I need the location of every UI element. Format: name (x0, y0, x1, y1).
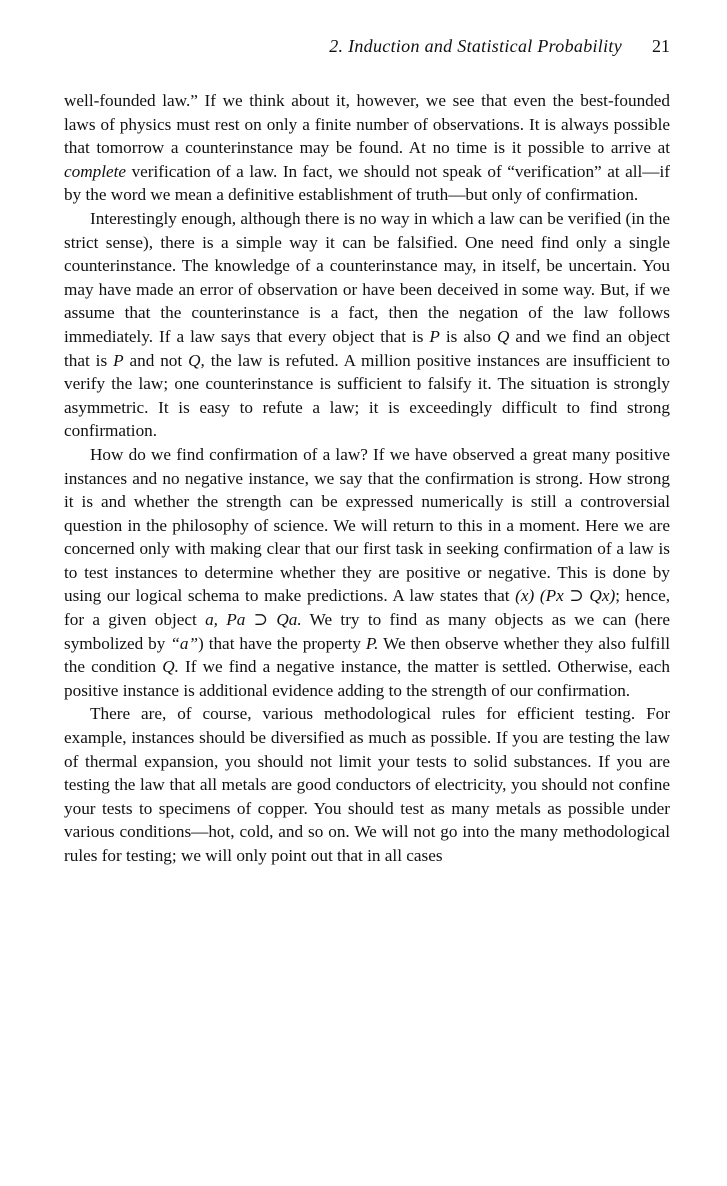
text-segment-italic: P (429, 326, 440, 346)
text-segment: ) that have the property (198, 633, 366, 653)
text-segment: If we find a negative instance, the matter is settled. Otherwise, each positive instance is additional evidence adding to the strength of our confirmation. (64, 657, 671, 700)
text-segment-italic: Q (496, 326, 510, 346)
text-segment-italic: (x) (Px ⊃ Qx) (515, 586, 616, 606)
text-segment-italic: P (113, 350, 124, 370)
book-page (64, 36, 670, 868)
text-segment: There are, of course, various methodological rules for efficient testing. For example, instances should be diversified as much as possible. If you are testing the law of thermal expansion, you should not limit your tests to solid substances. If you are testing the law that all metals are good conductors of electricity, you should not confine your tests to specimens of copper. You should test as many metals as possible under various conditions—hot, cold, and so on. We will not go into the many methodological rules for testing; we will only point out that in all cases (64, 704, 670, 865)
text-segment: and we find an object that is (64, 326, 670, 370)
text-segment: Interestingly enough, although there is no way in which a law can be verified (in the strict sense), there is a simple way it can be falsified. One need find only a single counterinstance. The knowledge of a counterinstance may, in itself, be uncertain. You may have made an error of observation or have been deceived in some way. But, if we assume that the counterinstance is a fact, then the negation of the law follows immediately. If a law says that every object that is (64, 208, 670, 346)
paragraph-4 (64, 702, 670, 867)
text-segment-italic: a, Pa ⊃ Qa. (205, 610, 302, 630)
page-number: 21 (652, 36, 670, 56)
text-segment-italic: “a” (170, 633, 199, 653)
text-segment-italic: P. (365, 633, 379, 653)
text-segment: We try to find as many objects as we can (here symbolized by (64, 610, 670, 653)
paragraph-1 (64, 89, 670, 207)
running-head (64, 36, 670, 62)
text-segment: verification of a law. In fact, we should not speak of “verification” at all—if by the word we mean a definitive establishment of truth—but only of confirmation. (64, 161, 670, 205)
running-title: 2. Induction and Statistical Probability (329, 36, 622, 56)
text-segment-italic: Q, (188, 350, 205, 370)
paragraph-3 (64, 443, 670, 703)
text-segment: and not (123, 350, 189, 370)
text-segment: the law is refuted. A million positive instances are insufficient to verify the law; one counterinstance is sufficient to falsify it. The situation is strongly asymmetric. It is easy to refute a law; it is exceedingly difficult to find strong confirmation. (64, 350, 670, 441)
text-segment: is also (439, 326, 497, 346)
text-segment: We then observe whether they also fulfill the condition (64, 633, 670, 677)
text-segment: well-founded law.” If we think about it, however, we see that even the best-founded laws of physics must rest on only a finite number of observations. It is always possible that tomorrow a counterinstance may be found. At no time is it possible to arrive at (64, 91, 670, 158)
body-text (64, 89, 670, 868)
paragraph-2 (64, 207, 670, 443)
text-segment: ; hence, for a given object (64, 586, 670, 630)
text-segment: How do we find confirmation of a law? If we have observed a great many positive instances and no negative instance, we say that the confirmation is strong. How strong it is and whether the strength can be expressed numerically is still a controversial question in the philosophy of science. We will return to this in a moment. Here we are concerned only with making clear that our first task in seeking confirmation of a law is to test instances to determine whether they are positive or negative. This is done by using our logical schema to make predictions. A law states that (64, 444, 670, 606)
text-segment-italic: Q. (162, 657, 179, 677)
text-segment-italic: complete (64, 161, 127, 181)
